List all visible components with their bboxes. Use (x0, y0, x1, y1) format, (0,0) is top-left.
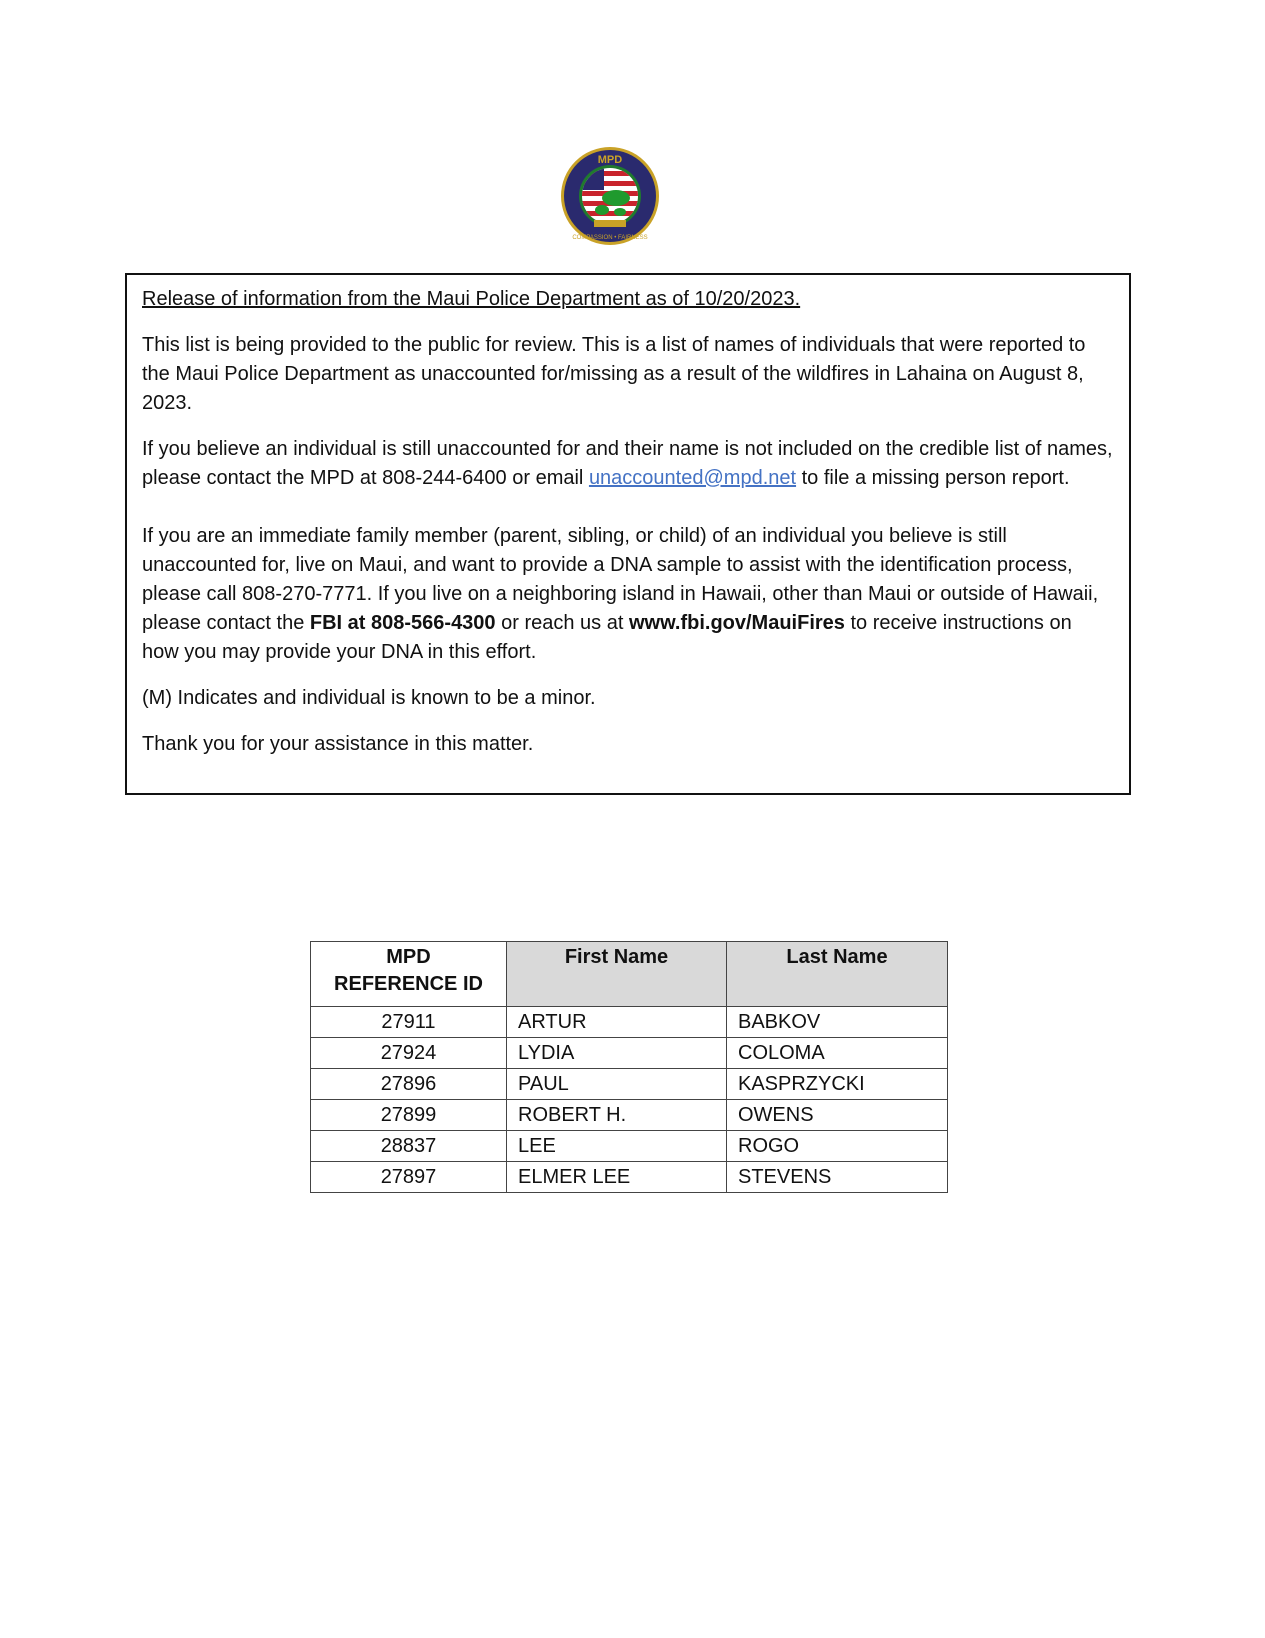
notice-paragraph-dna (142, 522, 1113, 667)
cell-reference-id: 27896 (311, 1069, 507, 1100)
notice-paragraph-thanks: Thank you for your assistance in this matter. (142, 733, 534, 755)
notice-paragraph-minor: (M) Indicates and individual is known to be a minor. (142, 687, 596, 709)
notice-paragraph-review: This list is being provided to the public for review. This is a list of names of individuals that were reported to the Maui Police Department as unaccounted for/missing as a result of the wildfires in Lahaina on August 8, 2023. (142, 334, 1086, 414)
cell-reference-id: 27897 (311, 1162, 507, 1193)
notice-box (125, 273, 1131, 795)
cell-last-name: BABKOV (727, 1007, 948, 1038)
mpd-badge-icon (560, 146, 660, 246)
cell-first-name: PAUL (507, 1069, 727, 1100)
cell-first-name: LYDIA (507, 1038, 727, 1069)
cell-reference-id: 27899 (311, 1100, 507, 1131)
cell-first-name: ARTUR (507, 1007, 727, 1038)
cell-reference-id: 27924 (311, 1038, 507, 1069)
header-last-name: Last Name (727, 942, 948, 1007)
notice-title: Release of information from the Maui Police Department as of 10/20/2023. (142, 288, 801, 310)
table-header-row (311, 942, 948, 1007)
email-link[interactable]: unaccounted@mpd.net (588, 467, 797, 489)
contact-text-end: to file a missing person report. (796, 467, 1070, 489)
fbi-phone: FBI at 808-566-4300 (309, 612, 496, 634)
dna-text-end: to receive instructions on how you may provide your DNA in this effort. (142, 612, 1072, 663)
contact-text: If you believe an individual is still unaccounted for and their name is not included on the credible list of names, please contact the MPD at 808-244-6400 or email (142, 438, 1113, 489)
table-row (311, 1038, 948, 1069)
cell-first-name: ROBERT H. (507, 1100, 727, 1131)
header-first-name: First Name (507, 942, 727, 1007)
cell-reference-id: 27911 (311, 1007, 507, 1038)
cell-last-name: ROGO (727, 1131, 948, 1162)
dna-text-middle: or reach us at (495, 612, 629, 634)
cell-last-name: KASPRZYCKI (727, 1069, 948, 1100)
table-row (311, 1069, 948, 1100)
dna-text: If you are an immediate family member (parent, sibling, or child) of an individual you believe is still unaccounted for, live on Maui, and want to provide a DNA sample to assist with the identification process, please call 808-270-7771. If you live on a neighboring island in Hawaii, other than Maui or outside of Hawaii, please contact the (142, 525, 1099, 634)
cell-first-name: ELMER LEE (507, 1162, 727, 1193)
header-reference-id: MPD REFERENCE ID (311, 942, 507, 1007)
table-row (311, 1100, 948, 1131)
table-row (311, 1131, 948, 1162)
cell-first-name: LEE (507, 1131, 727, 1162)
notice-paragraph-contact (142, 435, 1113, 493)
missing-persons-table (310, 941, 948, 1193)
cell-last-name: COLOMA (727, 1038, 948, 1069)
fbi-url: www.fbi.gov/MauiFires (628, 612, 845, 634)
cell-last-name: STEVENS (727, 1162, 948, 1193)
mpd-logo (560, 146, 660, 246)
table-row (311, 1162, 948, 1193)
cell-reference-id: 28837 (311, 1131, 507, 1162)
cell-last-name: OWENS (727, 1100, 948, 1131)
table-row (311, 1007, 948, 1038)
svg-text:COMPASSION • FAIRNESS: COMPASSION • FAIRNESS (572, 235, 648, 241)
svg-text:MPD: MPD (597, 154, 623, 166)
